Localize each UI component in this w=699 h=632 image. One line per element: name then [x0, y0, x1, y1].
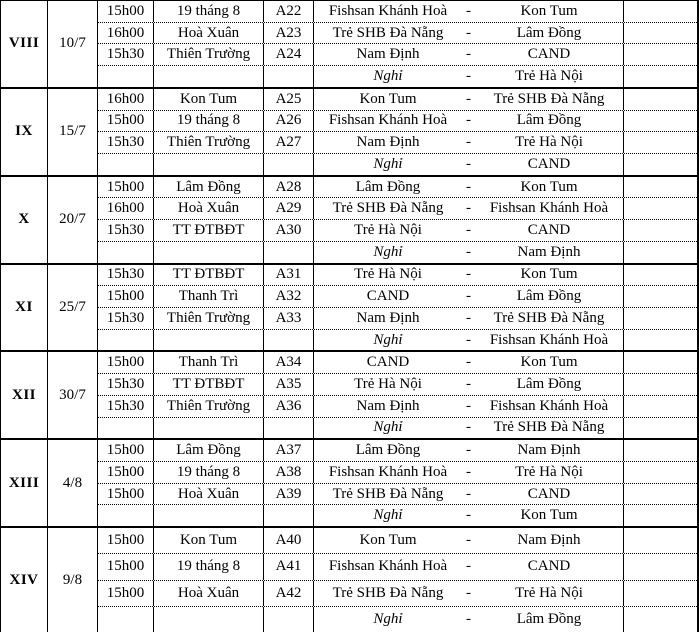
match-pairing [314, 440, 624, 461]
kickoff-time: 15h00 [98, 111, 154, 132]
round-label: VIII [1, 1, 48, 87]
away-team: CAND [527, 485, 571, 502]
separator-dash: - [466, 243, 471, 260]
section-rows [98, 177, 697, 263]
venue: Thanh Trì [154, 286, 264, 307]
match-pairing [314, 286, 624, 307]
home-team: Nghỉ [373, 155, 403, 172]
round-date: 10/7 [48, 1, 98, 87]
venue: Hoà Xuân [154, 484, 264, 505]
round-date: 25/7 [48, 265, 98, 351]
match-pairing [314, 374, 624, 395]
venue: 19 tháng 8 [154, 554, 264, 579]
separator-dash: - [466, 507, 471, 524]
round-date: 30/7 [48, 352, 98, 438]
away-team: Kon Tum [520, 178, 578, 195]
separator-dash: - [466, 419, 471, 436]
match-code: A33 [264, 308, 314, 329]
separator-dash: - [466, 112, 471, 129]
venue: Lâm Đồng [154, 177, 264, 198]
kickoff-time: 15h00 [98, 1, 154, 22]
match-pairing [314, 528, 624, 553]
venue [154, 418, 264, 439]
rest-row [98, 504, 697, 526]
match-pairing [314, 505, 624, 526]
separator-dash: - [466, 134, 471, 151]
away-team: Kon Tum [520, 266, 578, 283]
separator-dash: - [466, 222, 471, 239]
match-code [264, 154, 314, 175]
home-team: Fishsan Khánh Hoà [328, 112, 448, 129]
venue: TT ĐTBĐT [154, 374, 264, 395]
separator-dash: - [466, 266, 471, 283]
match-row [98, 197, 697, 219]
match-pairing [314, 462, 624, 483]
round-section [1, 177, 697, 265]
home-team: CAND [366, 288, 410, 305]
rest-row [98, 153, 697, 175]
round-section [1, 89, 697, 177]
separator-dash: - [466, 288, 471, 305]
home-team: Nam Định [356, 309, 420, 326]
home-team: CAND [366, 354, 410, 371]
kickoff-time: 16h00 [98, 198, 154, 219]
spacer-cell [624, 528, 697, 553]
round-section [1, 352, 697, 440]
spacer-cell [624, 581, 697, 606]
match-row [98, 177, 697, 198]
match-code: A34 [264, 352, 314, 373]
separator-dash: - [466, 610, 471, 627]
kickoff-time: 15h00 [98, 462, 154, 483]
match-row [98, 43, 697, 65]
home-team: Fishsan Khánh Hoà [328, 463, 448, 480]
match-row [98, 483, 697, 505]
kickoff-time: 15h00 [98, 286, 154, 307]
spacer-cell [624, 23, 697, 44]
home-team: Trẻ Hà Nội [354, 222, 422, 239]
match-pairing [314, 111, 624, 132]
away-team: Trẻ Hà Nội [515, 463, 583, 480]
spacer-cell [624, 220, 697, 241]
separator-dash: - [466, 2, 471, 19]
separator-dash: - [466, 90, 471, 107]
match-code [264, 418, 314, 439]
home-team: Lâm Đồng [355, 442, 421, 459]
match-code: A31 [264, 265, 314, 286]
home-team: Nghỉ [373, 243, 403, 260]
match-pairing [314, 154, 624, 175]
home-team: Trẻ Hà Nội [354, 266, 422, 283]
spacer-cell [624, 177, 697, 198]
round-section [1, 265, 697, 353]
home-team: Lâm Đồng [355, 178, 421, 195]
round-label: XIII [1, 440, 48, 526]
venue [154, 607, 264, 632]
venue: Hoà Xuân [154, 198, 264, 219]
separator-dash: - [466, 376, 471, 393]
match-code: A36 [264, 396, 314, 417]
round-label: XI [1, 265, 48, 351]
separator-dash: - [466, 178, 471, 195]
away-team: Kon Tum [520, 507, 578, 524]
venue: Hoà Xuân [154, 23, 264, 44]
away-team: Nam Định [517, 532, 581, 549]
kickoff-time: 15h30 [98, 396, 154, 417]
match-code: A23 [264, 23, 314, 44]
match-row [98, 461, 697, 483]
match-code: A26 [264, 111, 314, 132]
venue: Kon Tum [154, 89, 264, 110]
separator-dash: - [466, 442, 471, 459]
away-team: CAND [527, 46, 571, 63]
away-team: Fishsan Khánh Hoà [489, 331, 609, 348]
home-team: Nghỉ [373, 419, 403, 436]
kickoff-time [98, 242, 154, 263]
kickoff-time: 15h00 [98, 440, 154, 461]
venue: Hoà Xuân [154, 581, 264, 606]
match-pairing [314, 177, 624, 198]
match-code: A32 [264, 286, 314, 307]
round-section [1, 440, 697, 528]
match-row [98, 307, 697, 329]
spacer-cell [624, 198, 697, 219]
spacer-cell [624, 1, 697, 22]
round-section [1, 528, 697, 632]
rest-row [98, 329, 697, 351]
round-date: 4/8 [48, 440, 98, 526]
match-code: A38 [264, 462, 314, 483]
kickoff-time: 15h30 [98, 265, 154, 286]
match-pairing [314, 1, 624, 22]
match-row [98, 110, 697, 132]
home-team: Trẻ SHB Đà Nẵng [332, 200, 444, 217]
section-rows [98, 352, 697, 438]
match-code: A27 [264, 132, 314, 153]
match-pairing [314, 220, 624, 241]
venue: Thiên Trường [154, 308, 264, 329]
match-row [98, 1, 697, 22]
separator-dash: - [466, 68, 471, 85]
match-code: A39 [264, 484, 314, 505]
rest-row [98, 606, 697, 632]
spacer-cell [624, 111, 697, 132]
home-team: Fishsan Khánh Hoà [328, 2, 448, 19]
venue: TT ĐTBĐT [154, 265, 264, 286]
match-pairing [314, 484, 624, 505]
match-code [264, 505, 314, 526]
match-row [98, 373, 697, 395]
away-team: Nam Định [517, 243, 581, 260]
home-team: Trẻ Hà Nội [354, 376, 422, 393]
spacer-cell [624, 607, 697, 632]
away-team: Trẻ SHB Đà Nẵng [493, 309, 605, 326]
separator-dash: - [466, 354, 471, 371]
kickoff-time: 15h00 [98, 581, 154, 606]
round-label: XII [1, 352, 48, 438]
separator-dash: - [466, 532, 471, 549]
away-team: Lâm Đồng [516, 376, 582, 393]
away-team: Trẻ Hà Nội [515, 68, 583, 85]
match-row [98, 580, 697, 606]
away-team: Fishsan Khánh Hoà [489, 200, 609, 217]
spacer-cell [624, 374, 697, 395]
spacer-cell [624, 396, 697, 417]
section-rows [98, 528, 697, 632]
venue: Thiên Trường [154, 44, 264, 65]
match-row [98, 265, 697, 286]
match-code: A35 [264, 374, 314, 395]
kickoff-time [98, 66, 154, 87]
venue: 19 tháng 8 [154, 1, 264, 22]
round-date: 15/7 [48, 89, 98, 175]
match-row [98, 285, 697, 307]
kickoff-time: 15h30 [98, 374, 154, 395]
rest-row [98, 65, 697, 87]
home-team: Nam Định [356, 46, 420, 63]
spacer-cell [624, 330, 697, 351]
venue: TT ĐTBĐT [154, 220, 264, 241]
kickoff-time [98, 418, 154, 439]
home-team: Kon Tum [359, 90, 417, 107]
venue: 19 tháng 8 [154, 462, 264, 483]
match-pairing [314, 418, 624, 439]
spacer-cell [624, 44, 697, 65]
spacer-cell [624, 352, 697, 373]
kickoff-time [98, 505, 154, 526]
venue [154, 242, 264, 263]
round-label: X [1, 177, 48, 263]
home-team: Trẻ SHB Đà Nẵng [332, 485, 444, 502]
home-team: Trẻ SHB Đà Nẵng [332, 584, 444, 601]
kickoff-time: 16h00 [98, 23, 154, 44]
kickoff-time: 15h00 [98, 528, 154, 553]
section-rows [98, 265, 697, 351]
spacer-cell [624, 242, 697, 263]
away-team: Trẻ SHB Đà Nẵng [493, 90, 605, 107]
match-code: A30 [264, 220, 314, 241]
home-team: Nam Định [356, 134, 420, 151]
match-code: A42 [264, 581, 314, 606]
home-team: Nghỉ [373, 331, 403, 348]
section-rows [98, 440, 697, 526]
away-team: Fishsan Khánh Hoà [489, 397, 609, 414]
venue [154, 154, 264, 175]
match-code: A29 [264, 198, 314, 219]
rest-row [98, 241, 697, 263]
match-row [98, 553, 697, 579]
round-section [1, 1, 697, 89]
match-code [264, 607, 314, 632]
match-row [98, 22, 697, 44]
match-pairing [314, 352, 624, 373]
spacer-cell [624, 418, 697, 439]
home-team: Nam Định [356, 397, 420, 414]
match-pairing [314, 198, 624, 219]
kickoff-time: 15h00 [98, 352, 154, 373]
away-team: Kon Tum [520, 354, 578, 371]
away-team: CAND [527, 558, 571, 575]
match-pairing [314, 308, 624, 329]
round-label: XIV [1, 528, 48, 632]
match-pairing [314, 554, 624, 579]
venue [154, 66, 264, 87]
spacer-cell [624, 265, 697, 286]
venue: Thanh Trì [154, 352, 264, 373]
match-code: A22 [264, 1, 314, 22]
spacer-cell [624, 89, 697, 110]
match-row [98, 528, 697, 553]
match-code: A37 [264, 440, 314, 461]
match-pairing [314, 66, 624, 87]
rest-row [98, 417, 697, 439]
away-team: Lâm Đồng [516, 610, 582, 627]
match-row [98, 219, 697, 241]
round-date: 20/7 [48, 177, 98, 263]
kickoff-time: 16h00 [98, 89, 154, 110]
match-code: A28 [264, 177, 314, 198]
match-pairing [314, 89, 624, 110]
kickoff-time [98, 154, 154, 175]
match-row [98, 89, 697, 110]
spacer-cell [624, 154, 697, 175]
separator-dash: - [466, 46, 471, 63]
kickoff-time: 15h00 [98, 554, 154, 579]
venue: Kon Tum [154, 528, 264, 553]
separator-dash: - [466, 485, 471, 502]
match-code [264, 66, 314, 87]
round-date: 9/8 [48, 528, 98, 632]
match-code: A25 [264, 89, 314, 110]
away-team: Lâm Đồng [516, 112, 582, 129]
match-pairing [314, 581, 624, 606]
kickoff-time: 15h30 [98, 220, 154, 241]
match-pairing [314, 265, 624, 286]
match-pairing [314, 330, 624, 351]
separator-dash: - [466, 200, 471, 217]
match-code: A41 [264, 554, 314, 579]
separator-dash: - [466, 463, 471, 480]
match-code [264, 242, 314, 263]
away-team: Kon Tum [520, 2, 578, 19]
away-team: Trẻ Hà Nội [515, 584, 583, 601]
spacer-cell [624, 554, 697, 579]
match-row [98, 352, 697, 373]
separator-dash: - [466, 309, 471, 326]
separator-dash: - [466, 24, 471, 41]
kickoff-time: 15h30 [98, 308, 154, 329]
away-team: Lâm Đồng [516, 24, 582, 41]
spacer-cell [624, 66, 697, 87]
venue: 19 tháng 8 [154, 111, 264, 132]
kickoff-time: 15h30 [98, 132, 154, 153]
separator-dash: - [466, 155, 471, 172]
separator-dash: - [466, 331, 471, 348]
separator-dash: - [466, 584, 471, 601]
match-row [98, 440, 697, 461]
spacer-cell [624, 484, 697, 505]
spacer-cell [624, 308, 697, 329]
home-team: Trẻ SHB Đà Nẵng [332, 24, 444, 41]
away-team: Nam Định [517, 442, 581, 459]
separator-dash: - [466, 558, 471, 575]
match-pairing [314, 607, 624, 632]
home-team: Nghỉ [373, 610, 403, 627]
section-rows [98, 1, 697, 87]
match-pairing [314, 23, 624, 44]
kickoff-time [98, 607, 154, 632]
away-team: Trẻ Hà Nội [515, 134, 583, 151]
venue: Lâm Đồng [154, 440, 264, 461]
match-code [264, 330, 314, 351]
match-code: A40 [264, 528, 314, 553]
kickoff-time: 15h00 [98, 484, 154, 505]
spacer-cell [624, 440, 697, 461]
match-pairing [314, 44, 624, 65]
venue: Thiên Trường [154, 396, 264, 417]
match-pairing [314, 242, 624, 263]
away-team: CAND [527, 155, 571, 172]
spacer-cell [624, 286, 697, 307]
home-team: Nghỉ [373, 507, 403, 524]
away-team: Trẻ SHB Đà Nẵng [493, 419, 605, 436]
kickoff-time: 15h00 [98, 177, 154, 198]
away-team: Lâm Đồng [516, 288, 582, 305]
venue [154, 505, 264, 526]
match-row [98, 395, 697, 417]
venue: Thiên Trường [154, 132, 264, 153]
match-code: A24 [264, 44, 314, 65]
round-label: IX [1, 89, 48, 175]
match-row [98, 131, 697, 153]
home-team: Nghỉ [373, 68, 403, 85]
kickoff-time [98, 330, 154, 351]
spacer-cell [624, 132, 697, 153]
venue [154, 330, 264, 351]
spacer-cell [624, 505, 697, 526]
home-team: Fishsan Khánh Hoà [328, 558, 448, 575]
kickoff-time: 15h30 [98, 44, 154, 65]
match-pairing [314, 132, 624, 153]
away-team: CAND [527, 222, 571, 239]
home-team: Kon Tum [359, 532, 417, 549]
separator-dash: - [466, 397, 471, 414]
match-pairing [314, 396, 624, 417]
section-rows [98, 89, 697, 175]
spacer-cell [624, 462, 697, 483]
